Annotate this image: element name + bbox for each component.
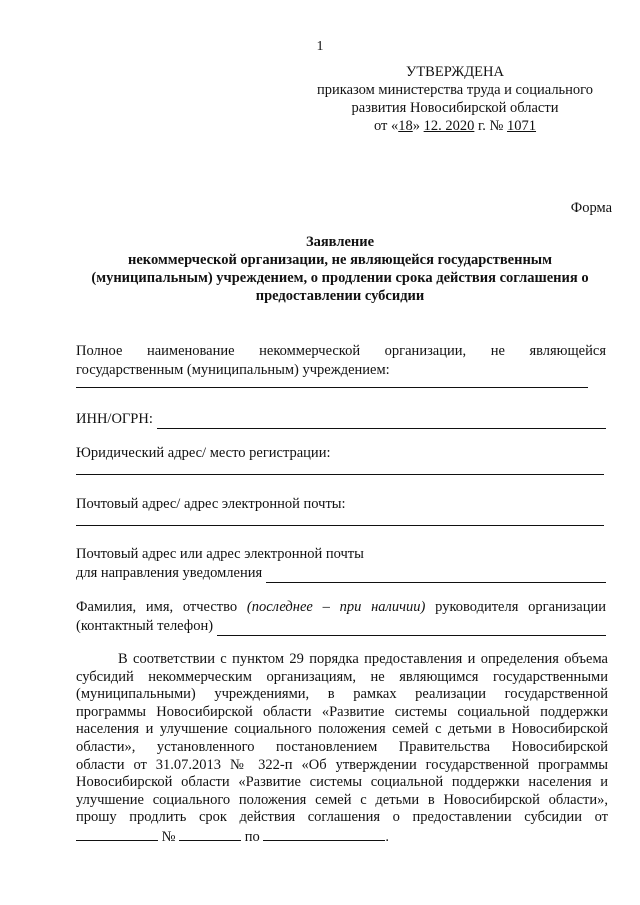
approval-date-month-year: 12. 2020 (423, 118, 475, 134)
paragraph-line: (муниципальными) учреждениями, в рамках реализации государственной (76, 686, 608, 703)
form-label: Форма (570, 200, 612, 216)
paragraph-line: прошу продлить срок действия соглашения о предоставлении субсидии от (76, 809, 608, 826)
head-note: (последнее – при наличии) (246, 599, 426, 615)
title-line-2: некоммерческой организации, не являющейся государственным (127, 252, 553, 268)
paragraph-line: области от 31.07.2013 № 322-п «Об утверждении государственной программы (76, 756, 608, 773)
legal-address-label: Юридический адрес/ место регистрации: (76, 445, 331, 461)
head-field (76, 598, 606, 636)
approval-date-day: 18 (398, 118, 413, 134)
notify-label-line-1: Почтовый адрес или адрес электронной почты (76, 546, 364, 562)
request-paragraph (76, 651, 608, 847)
phone-label: (контактный телефон) (76, 618, 214, 634)
title-line-1: Заявление (305, 234, 375, 250)
approval-order-number: 1071 (507, 118, 537, 134)
paragraph-line: населения и улучшение социального положения семей с детьми в Новосибирской (76, 721, 608, 738)
agreement-details-line: № по . (76, 827, 608, 847)
paragraph-line: улучшение социального положения семей с детьми в Новосибирской области», (76, 791, 608, 808)
postal-address-input-line[interactable] (76, 509, 604, 526)
notify-address-input-line[interactable] (266, 567, 606, 583)
org-name-input-line[interactable] (76, 371, 588, 388)
legal-address-input-line[interactable] (76, 458, 604, 475)
title-line-3: (муниципальным) учреждением, о продлении срока действия соглашения о (91, 270, 589, 286)
postal-address-label: Почтовый адрес/ адрес электронной почты: (76, 496, 346, 512)
approval-line-1: приказом министерства труда и социального (316, 82, 594, 98)
inn-ogrn-field (76, 410, 606, 429)
agreement-number-input-line[interactable] (179, 827, 241, 841)
paragraph-line: В соответствии с пунктом 29 порядка предоставления и определения объема (118, 651, 608, 667)
paragraph-line: Новосибирской области «Развитие системы социальной поддержки населения и (76, 774, 608, 791)
page-number: 1 (316, 39, 324, 54)
org-name-label-line-1: Полное наименование некоммерческой организации, не являющейся (76, 343, 606, 359)
paragraph-line: области», установленного постановлением Правительства Новосибирской (76, 738, 608, 755)
approval-date-line: от «18» 12. 2020 г. № 1071 (373, 118, 537, 134)
document-title (60, 233, 620, 305)
extension-date-input-line[interactable] (263, 827, 385, 841)
notify-label-line-2: для направления уведомления (76, 565, 263, 581)
agreement-date-input-line[interactable] (76, 827, 158, 841)
paragraph-line: субсидий некоммерческим организациям, не являющимся государственными (76, 668, 608, 685)
paragraph-line: программы Новосибирской области «Развитие системы социальной поддержки (76, 703, 608, 720)
notify-address-field (76, 545, 606, 583)
approval-line-2: развития Новосибирской области (351, 100, 559, 116)
approval-title: УТВЕРЖДЕНА (406, 64, 504, 80)
head-label-line: Фамилия, имя, отчество (последнее – при наличии) руководителя организации (76, 599, 607, 615)
head-phone-input-line[interactable] (217, 620, 606, 636)
org-name-label-line-2: государственным (муниципальным) учреждением: (76, 362, 390, 378)
inn-ogrn-input-line[interactable] (157, 413, 606, 429)
title-line-4: предоставлении субсидии (255, 288, 425, 304)
approval-block (305, 63, 605, 135)
inn-ogrn-label: ИНН/ОГРН: (76, 411, 153, 427)
